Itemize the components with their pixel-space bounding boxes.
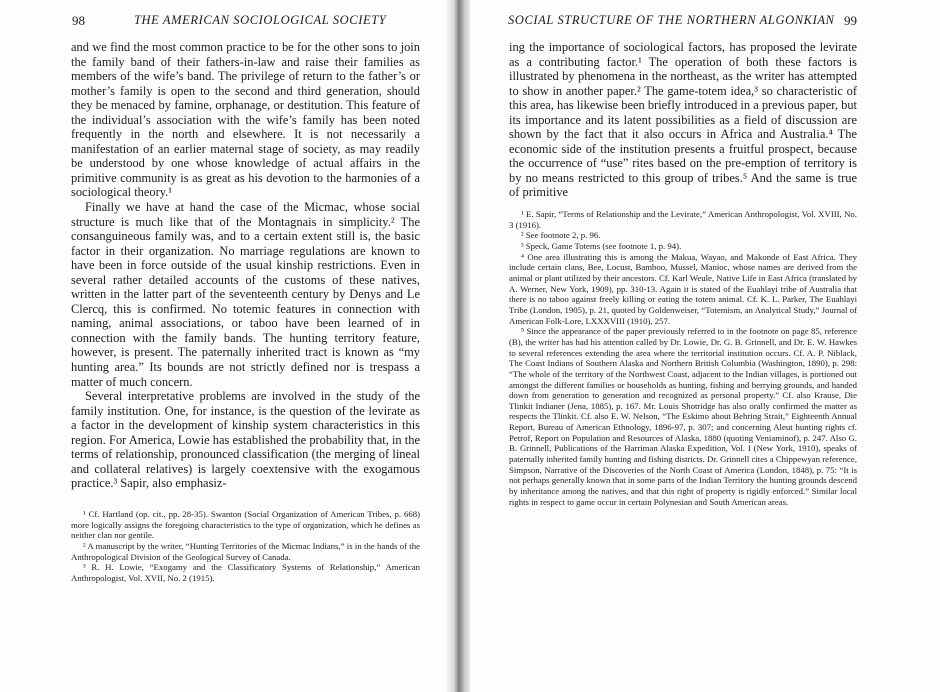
right-footnote-1: ¹ E. Sapir, “Terms of Relationship and the Levirate,” American Anthropologist, Vol. XVIII, No. 3 (1916). xyxy=(509,209,857,230)
right-footnote-2: ² See footnote 2, p. 96. xyxy=(521,230,601,241)
left-footnotes xyxy=(71,509,420,584)
left-paragraph-1: and we find the most common practice to be for the other sons to join the family band of their fathers-in-law and raise their families as members of the wife’s band. The privilege of return to the father’s or mother’s family is open to the second and third generation, should they be menaced by famine, orphanage, or destitution. This feature of the individual’s association with the wife’s family has been noted frequently in the north and elsewhere. It is not necessarily a manifestation of an earlier maternal stage of society, as may readily be understood by one whose knowledge of actual affairs in the primitive community is as great as his devotion to the harmonies of a sociological theory.¹ xyxy=(71,40,420,200)
right-footnote-4: ⁴ One area illustrating this is among the Makua, Wayao, and Makonde of East Africa. They include certain clans, Bee, Locust, Bamboo, Mussel, Manioc, whose names are derived from the animal or plant utilized by their ancestors. Cf. Karl Weule, Native Life in East Africa (translated by A. Werner, New York, 1909), pp. 310-13. Again it is stated of the Euahlayi tribe of Australia that there is no taboo against freely killing or eating the totem animal. Cf. K. L. Parker, The Euahlayi Tribe (London, 1905), p. 21, quoted by Goldenweiser, “Totemism, an Analytical Study,” Journal of American Folk-Lore, LXXXVIII (1910), 257. xyxy=(509,251,857,326)
left-page-number: 98 xyxy=(72,13,85,28)
left-footnote-3: ³ R. H. Lowie, “Exogamy and the Classificatory Systems of Relationship,” American Anthropologist, Vol. XVII, No. 2 (1915). xyxy=(71,562,420,583)
right-footnotes xyxy=(509,209,857,507)
right-footnote-3: ³ Speck, Game Totems (see footnote 1, p. 94). xyxy=(521,240,682,251)
right-page xyxy=(470,0,940,692)
right-page-number: 99 xyxy=(844,13,857,28)
left-page xyxy=(0,0,458,692)
left-body-text xyxy=(71,40,420,491)
right-footnote-5: ⁵ Since the appearance of the paper previously referred to in the footnote on page 85, reference (B), the writer has had his attention called by Dr. Lowie, Dr. G. B. Grinnell, and Dr. E. W. Hawkes to several references extending the area where the territorial institution occurs. Cf. A. P. Niblack, The Coast Indians of Southern Alaska and Northern British Columbia (Washington, 1890), p. 298: “The whole of the territory of the Northwest Coast, adjacent to the Indian villages, is portioned out amongst the different families or households as hunting, fishing and berrying grounds, and handed down from generation to generation and recognized as personal property.” Cf. also Krause, Die Tlinkit Indianer (Jena, 1885), p. 167. Mr. Louis Shotridge has also orally confirmed the matter as respects the Tlinkit. Cf. also E. W. Nelson, “The Eskimo about Behring Strait,” Eighteenth Annual Report, Bureau of American Ethnology, 1896-97, p. 307; and concerning Aleut hunting rights cf. Petrof, Report on Population and Resources of Alaska, 1880 (quoting Veniaminof), p. 247. Also G. B. Grinnell, Publications of the Harriman Alaska Expedition, Vol. I (New York, 1910), speaks of paternally inherited family hunting and fishing districts. Dr. Grinnell cites a Chippewyan reference, Simpson, Narrative of the Discoveries of the North Coast of America (London, 1848), p. 75: “It is not perhaps generally known that in some parts of the Indian Territory the hunting grounds descend by inheritance among the natives, and that this right of property is rigidly enforced.” Similar local rights in respect to game occur in certain Polynesian and South American areas. xyxy=(509,326,857,507)
left-footnote-1: ¹ Cf. Hartland (op. cit., pp. 28-35). Swanton (Social Organization of American Tribes, p. 668) more logically assigns the foregoing characteristics to the type of organization, which he defines as neither clan nor gentile. xyxy=(71,509,420,541)
book-gutter xyxy=(446,0,472,692)
right-running-head: SOCIAL STRUCTURE OF THE NORTHERN ALGONKIAN xyxy=(508,13,835,27)
left-footnote-2: ² A manuscript by the writer, “Hunting Territories of the Micmac Indians,” is in the hands of the Anthropological Division of the Geological Survey of Canada. xyxy=(71,540,420,562)
left-paragraph-2: Finally we have at hand the case of the Micmac, whose social structure is much like that of the Montagnais in simplicity.² The consanguineous family was, and to a certain extent still is, the basic factor in their organization. No marriage regulations are known to have been in force outside of the usual kinship restrictions. Even in several rather detailed accounts of the customs of these natives, written in the latter part of the seventeenth century by Denys and Le Clercq, this is confirmed. No totemic features in connection with naming, animal associations, or taboo have been learned of in connection with the family bands. The hunting territory feature, however, is present. The paternally inherited tract is known as “my hunting area.” Its bounds are not strictly defined nor is trespass a matter of much concern. xyxy=(71,200,420,389)
left-paragraph-3: Several interpretative problems are involved in the study of the family institution. One, for instance, is the question of the levirate as a factor in the development of kinship system characteristics in this region. For America, Lowie has established the probability that, in the terms of relationship, pronounced classification (the merging of lineal and collateral relatives) is largely coextensive with the exogamous practice.³ Sapir, also emphasiz- xyxy=(71,389,420,491)
left-running-head: THE AMERICAN SOCIOLOGICAL SOCIETY xyxy=(134,13,387,27)
right-body-text xyxy=(509,40,857,200)
right-paragraph-1: ing the importance of sociological factors, has proposed the levirate as a contributing factor.¹ The operation of both these factors is illustrated by phenomena in the northeast, as the writer has attempted to show in another paper.² The game-totem idea,³ so characteristic of this area, has likewise been briefly introduced in a previous paper, but its importance and its latent possibilities as a field of discussion are shown by the fact that it also occurs in Africa and Australia.⁴ The economic side of the institution presents a fruitful prospect, because the occurrence of “use” rites based on the pre-emption of territory is by no means restricted to this group of tribes.⁵ And the same is true of primitive xyxy=(509,40,857,200)
